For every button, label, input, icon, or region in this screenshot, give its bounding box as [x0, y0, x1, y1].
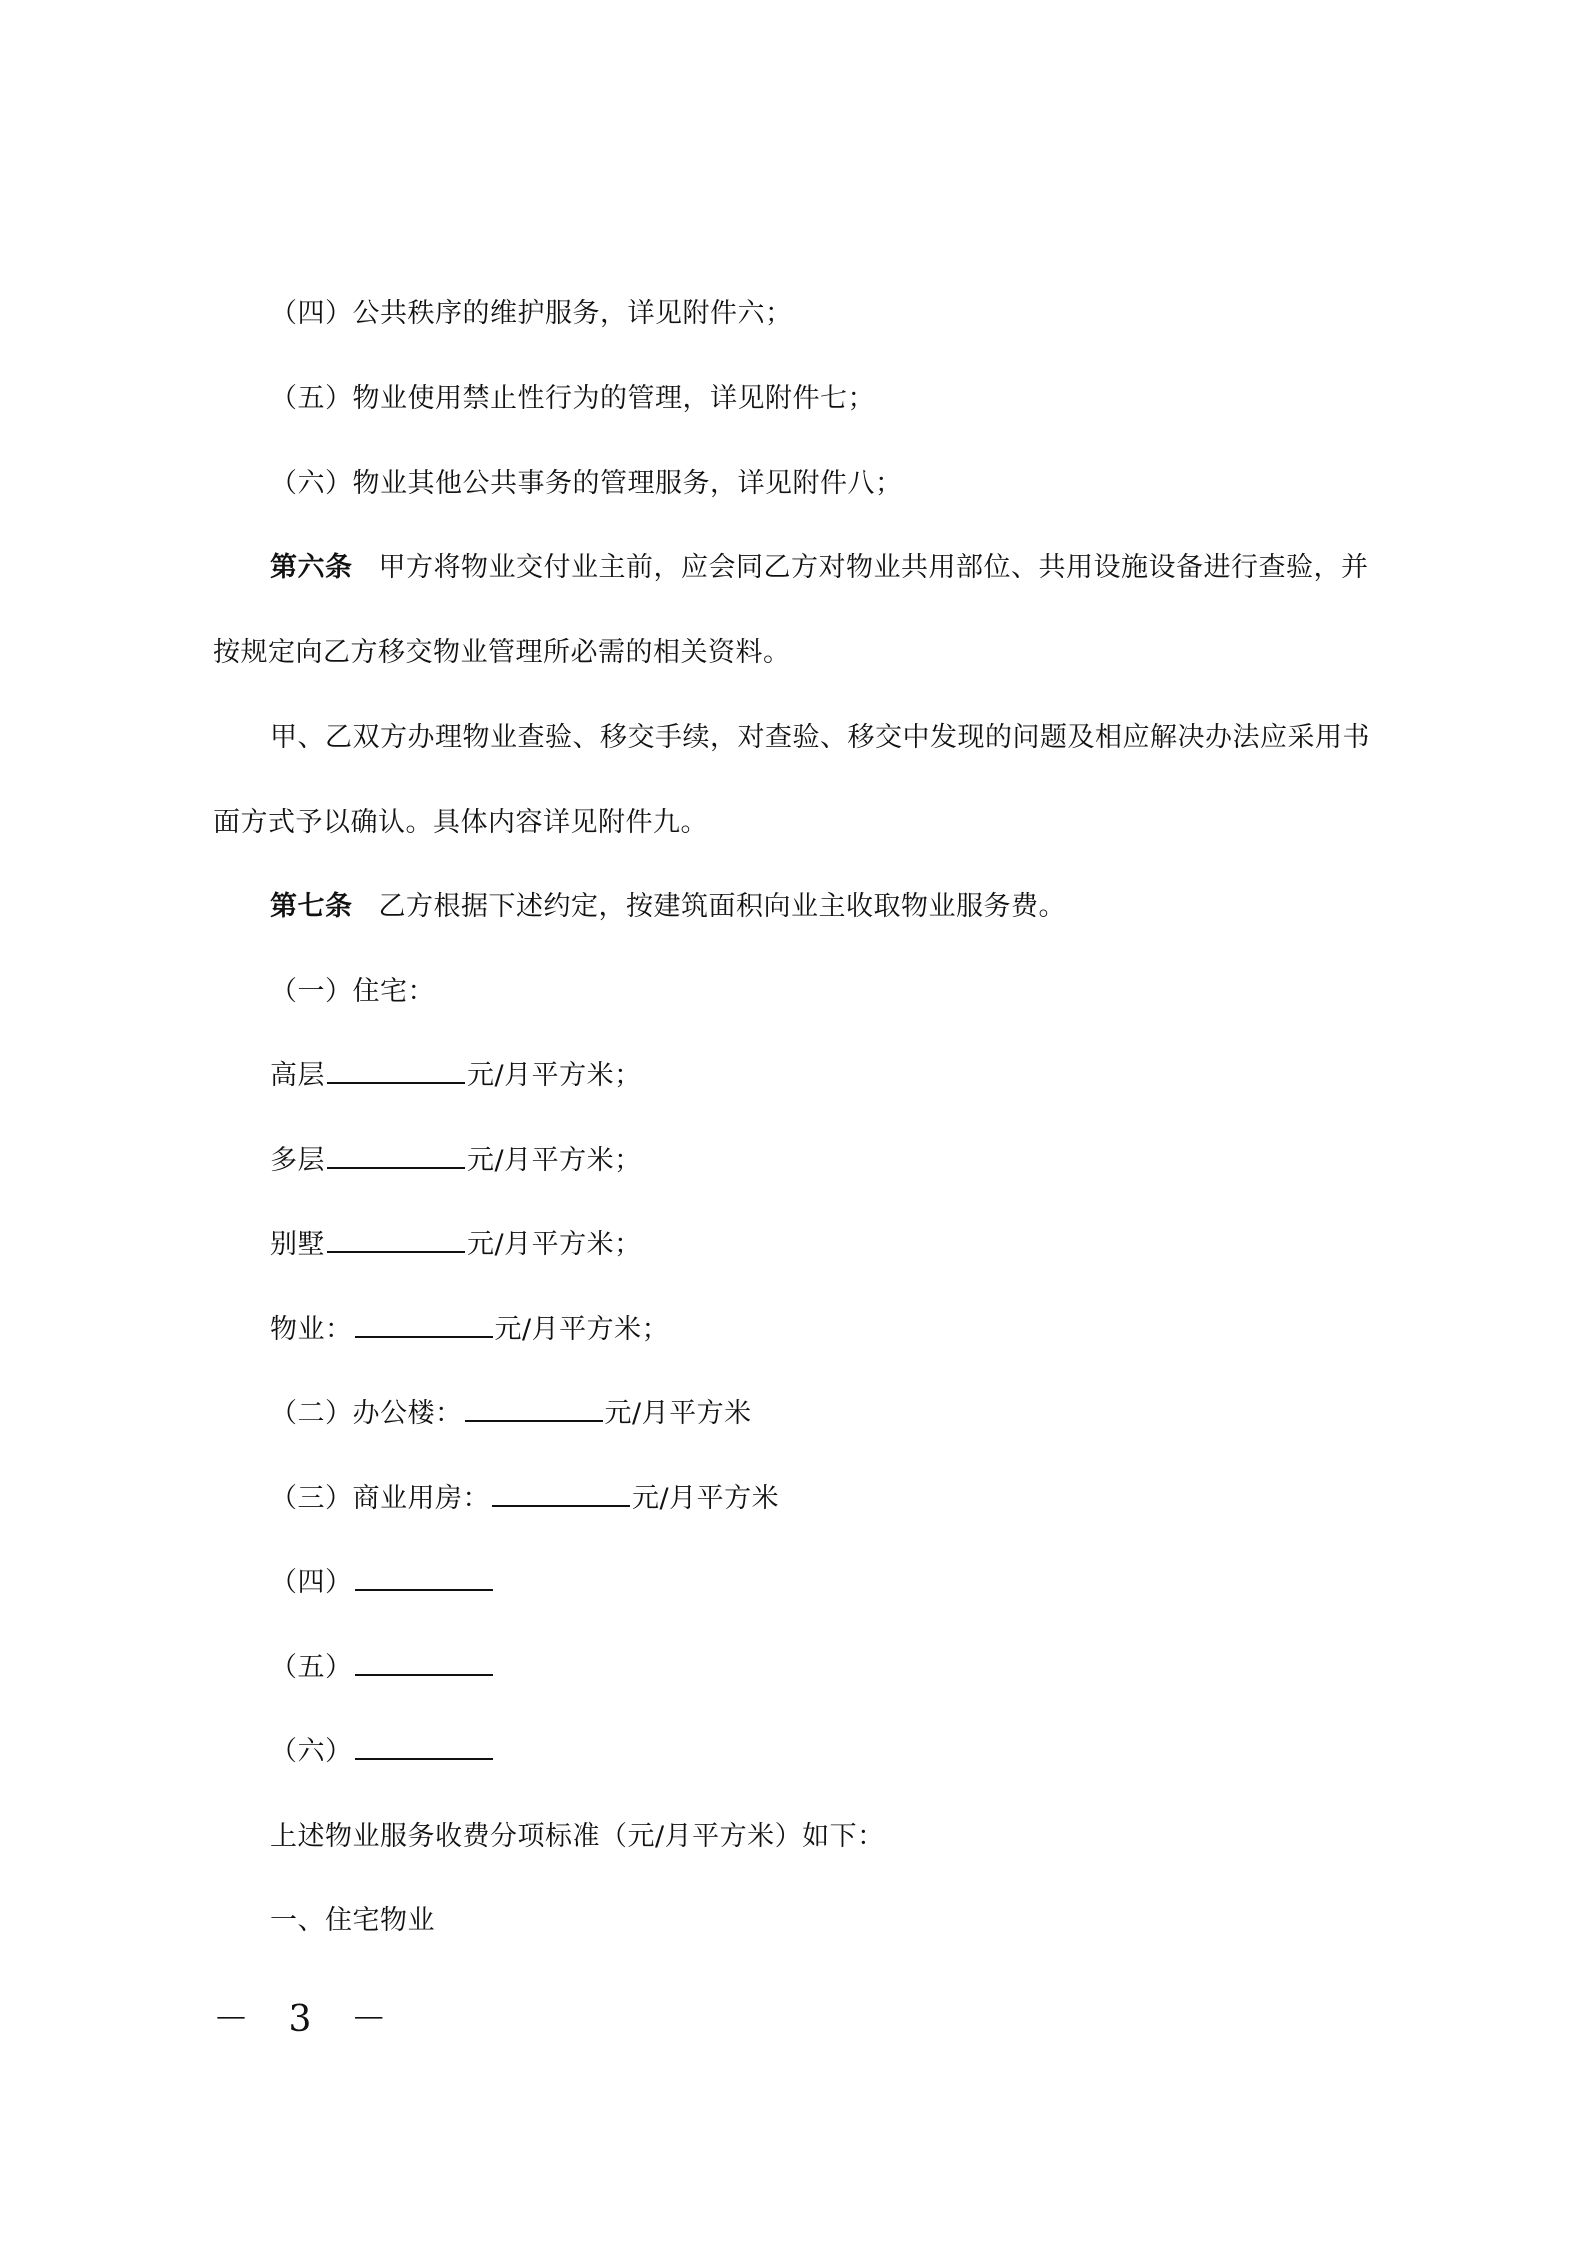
- article-6-continued: [213, 635, 791, 671]
- fee-item-4: [270, 1565, 495, 1601]
- item-5-label: （五）: [270, 1652, 353, 1683]
- article-6: [270, 550, 1369, 586]
- clause-6-text: （六）物业其他公共事务的管理服务，详见附件八；: [270, 468, 903, 499]
- high-rise-fee-blank[interactable]: [327, 1060, 465, 1084]
- article-7-label: 第七条: [270, 891, 353, 922]
- item-5-blank[interactable]: [355, 1652, 493, 1676]
- office-label: （二）办公楼：: [270, 1398, 463, 1429]
- page-number: － 3 －: [213, 1999, 401, 2040]
- multi-storey-fee-blank[interactable]: [327, 1145, 465, 1169]
- commercial-unit: 元/月平方米: [632, 1483, 780, 1514]
- villa-fee-blank[interactable]: [327, 1229, 465, 1253]
- summary-text: 上述物业服务收费分项标准（元/月平方米）如下：: [270, 1821, 885, 1852]
- fee-property: [270, 1312, 669, 1348]
- high-rise-unit: 元/月平方米；: [467, 1060, 642, 1091]
- commercial-label: （三）商业用房：: [270, 1483, 490, 1514]
- office-unit: 元/月平方米: [604, 1398, 752, 1429]
- article-7-text: 乙方根据下述约定，按建筑面积向业主收取物业服务费。: [378, 891, 1066, 922]
- fee-high-rise: [270, 1058, 642, 1094]
- residential-label: （一）住宅：: [270, 976, 435, 1007]
- clause-6: [270, 466, 903, 502]
- item-6-label: （六）: [270, 1736, 353, 1767]
- multi-storey-unit: 元/月平方米；: [467, 1145, 642, 1176]
- clause-5-text: （五）物业使用禁止性行为的管理，详见附件七；: [270, 383, 875, 414]
- office-fee-blank[interactable]: [465, 1398, 603, 1422]
- article-6-label: 第六条: [270, 552, 353, 583]
- handover-paragraph: [270, 720, 1370, 756]
- fee-item-5: [270, 1650, 495, 1686]
- clause-4-text: （四）公共秩序的维护服务，详见附件六；: [270, 298, 793, 329]
- high-rise-label: 高层: [270, 1060, 325, 1091]
- fee-item-6: [270, 1734, 495, 1770]
- section-residential: [270, 1903, 435, 1939]
- fee-multi-storey: [270, 1143, 642, 1179]
- item-4-label: （四）: [270, 1567, 353, 1598]
- multi-storey-label: 多层: [270, 1145, 325, 1176]
- clause-4: [270, 296, 793, 332]
- property-unit: 元/月平方米；: [494, 1314, 670, 1345]
- clause-5: [270, 381, 875, 417]
- section-residential-text: 一、住宅物业: [270, 1905, 435, 1936]
- villa-unit: 元/月平方米；: [467, 1229, 642, 1260]
- property-label: 物业：: [270, 1314, 353, 1345]
- property-fee-blank[interactable]: [355, 1314, 493, 1338]
- handover-text: 甲、乙双方办理物业查验、移交手续，对查验、移交中发现的问题及相应解决办法应采用书: [270, 722, 1370, 753]
- fee-office: [270, 1396, 752, 1432]
- article-6-text: 甲方将物业交付业主前，应会同乙方对物业共用部位、共用设施设备进行查验，并: [378, 552, 1369, 583]
- article-7: [270, 889, 1066, 925]
- article-6-cont-text: 按规定向乙方移交物业管理所必需的相关资料。: [213, 637, 791, 668]
- summary-line: [270, 1819, 885, 1855]
- fee-commercial: [270, 1481, 779, 1517]
- residential-heading: [270, 974, 435, 1010]
- handover-cont-text: 面方式予以确认。具体内容详见附件九。: [213, 807, 708, 838]
- fee-villa: [270, 1227, 642, 1263]
- item-4-blank[interactable]: [355, 1567, 493, 1591]
- commercial-fee-blank[interactable]: [492, 1483, 630, 1507]
- villa-label: 别墅: [270, 1229, 325, 1260]
- handover-continued: [213, 805, 708, 841]
- item-6-blank[interactable]: [355, 1736, 493, 1760]
